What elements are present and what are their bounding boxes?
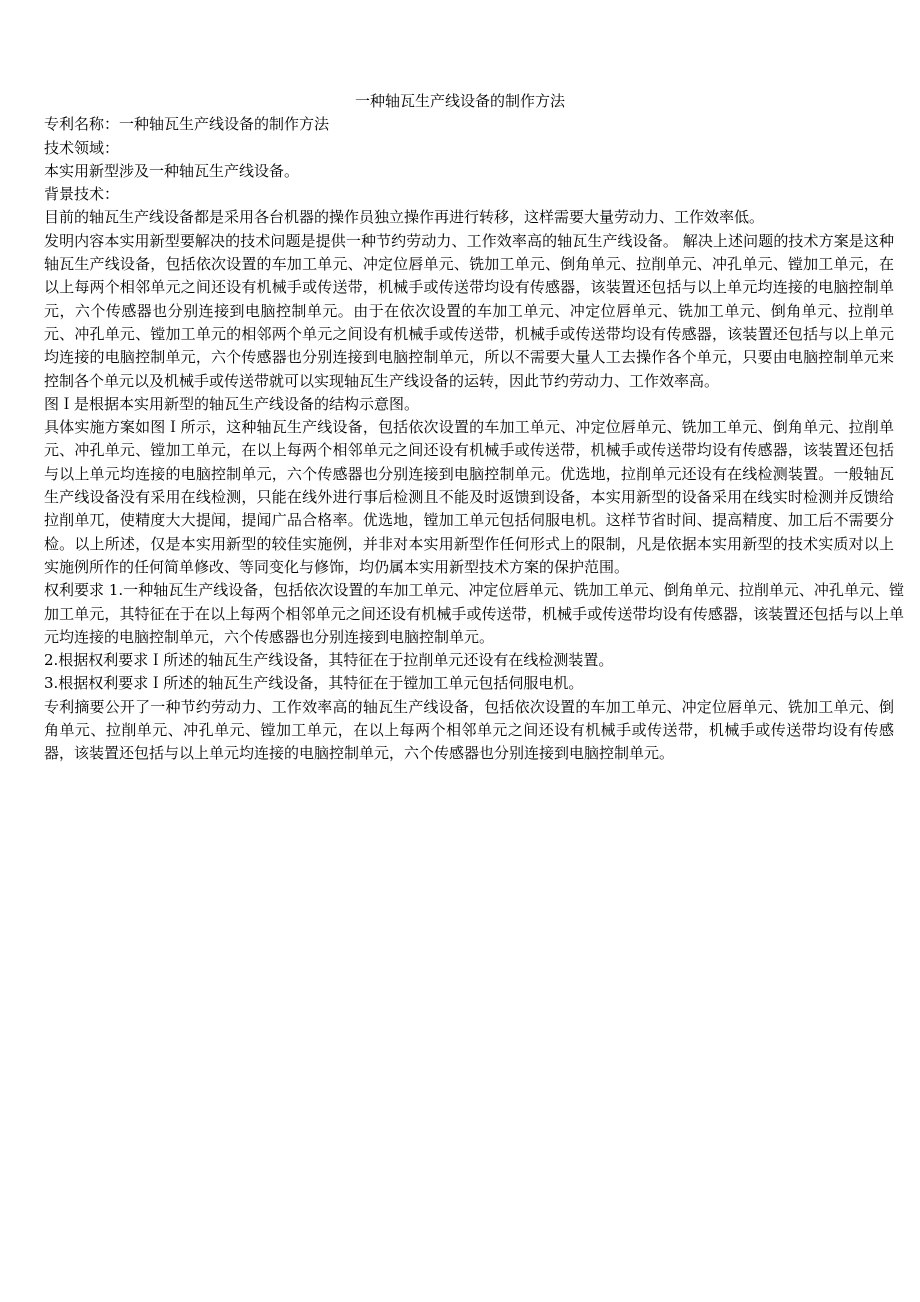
- background-heading: 背景技术：: [44, 185, 120, 204]
- figure-description: 图Ｉ是根据本实用新型的轴瓦生产线设备的结构示意图。: [44, 394, 420, 413]
- patent-abstract: 专利摘要公开了一种节约劳动力、工作效率高的轴瓦生产线设备，包括依次设置的车加工单元、冲定位唇单元、铣加工单元、倒角单元、拉削单元、冲孔单元、镗加工单元，在以上每两个相邻单元之间还设有机械手或传送带，机械手或传送带均设有传感器，该装置还包括与以上单元均连接的电脑控制单元，六个传感器也分别连接到电脑控制单元。: [44, 697, 894, 763]
- patent-name-line: 专利名称：一种轴瓦生产线设备的制作方法: [44, 115, 330, 134]
- background-text: 目前的轴瓦生产线设备都是采用各台机器的操作员独立操作再进行转移，这样需要大量劳动力、工作效率低。: [44, 208, 765, 227]
- embodiment-paragraph: 具体实施方案如图Ｉ所示，这种轴瓦生产线设备，包括依次设置的车加工单元、冲定位唇单元、铣加工单元、倒角单元、拉削单元、冲孔单元、镗加工单元，在以上每两个相邻单元之间还设有机械手或传送带，机械手或传送带均设有传感器，该装置还包括与以上单元均连接的电脑控制单元，六个传感器也分别连接到电脑控制单元。优选地，拉削单元还设有在线检测装置。一般轴瓦生产线设备没有采用在线检测，只能在线外进行事后检测且不能及时返馈到设备，本实用新型的设备采用在线实时检测并反馈给拉削单兀，使精度大大提闻，提闻广品合格率。优选地，镗加工单元包括伺服电机。这样节省时间、提高精度、加工后不需要分检。以上所述，仅是本实用新型的较佳实施例，并非对本实用新型作任何形式上的限制，凡是依据本实用新型的技术实质对以上实施例所作的任何简单修改、等同变化与修饰，均仍属本实用新型技术方案的保护范围。: [44, 418, 894, 576]
- invention-content-paragraph: 发明内容本实用新型要解决的技术问题是提供一种节约劳动力、工作效率高的轴瓦生产线设备。 解决上述问题的技术方案是这种轴瓦生产线设备，包括依次设置的车加工单元、冲定位唇单元、铣加工单元、倒角单元、拉削单元、冲孔单元、镗加工单元，在以上每两个相邻单元之间还设有机械手或传送带，机械手或传送带均设有传感器，该装置还包括与以上单元均连接的电脑控制单元，六个传感器也分别连接到电脑控制单元。由于在依次设置的车加工单元、冲定位唇单元、铣加工单元、倒角单元、拉削单元、冲孔单元、镗加工单元的相邻两个单元之间设有机械手或传送带，机械手或传送带均设有传感器，该装置还包括与以上单元均连接的电脑控制单元，六个传感器也分别连接到电脑控制单元，所以不需要大量人工去操作各个单元，只要由电脑控制单元来控制各个单元以及机械手或传送带就可以实现轴瓦生产线设备的运转，因此节约劳动力、工作效率高。: [44, 231, 894, 390]
- claim-2: 2.根据权利要求Ｉ所述的轴瓦生产线设备，其特征在于拉削单元还设有在线检测装置。: [44, 651, 614, 670]
- document-title: 一种轴瓦生产线设备的制作方法: [354, 92, 565, 110]
- technical-field-text: 本实用新型涉及一种轴瓦生产线设备。: [44, 161, 300, 180]
- technical-field-heading: 技术领域：: [44, 138, 120, 157]
- claim-3: 3.根据权利要求Ｉ所述的轴瓦生产线设备，其特征在于镗加工单元包括伺服电机。: [44, 674, 584, 693]
- document-body: [44, 90, 904, 766]
- claim-1: 权利要求 1.一种轴瓦生产线设备，包括依次设置的车加工单元、冲定位唇单元、铣加工单元、倒角单元、拉削单元、冲孔单元、镗加工单元，其特征在于在以上每两个相邻单元之间还设有机械手或传送带，机械手或传送带均设有传感器，该装置还包括与以上单元均连接的电脑控制单元，六个传感器也分别连接到电脑控制单元。: [44, 581, 904, 646]
